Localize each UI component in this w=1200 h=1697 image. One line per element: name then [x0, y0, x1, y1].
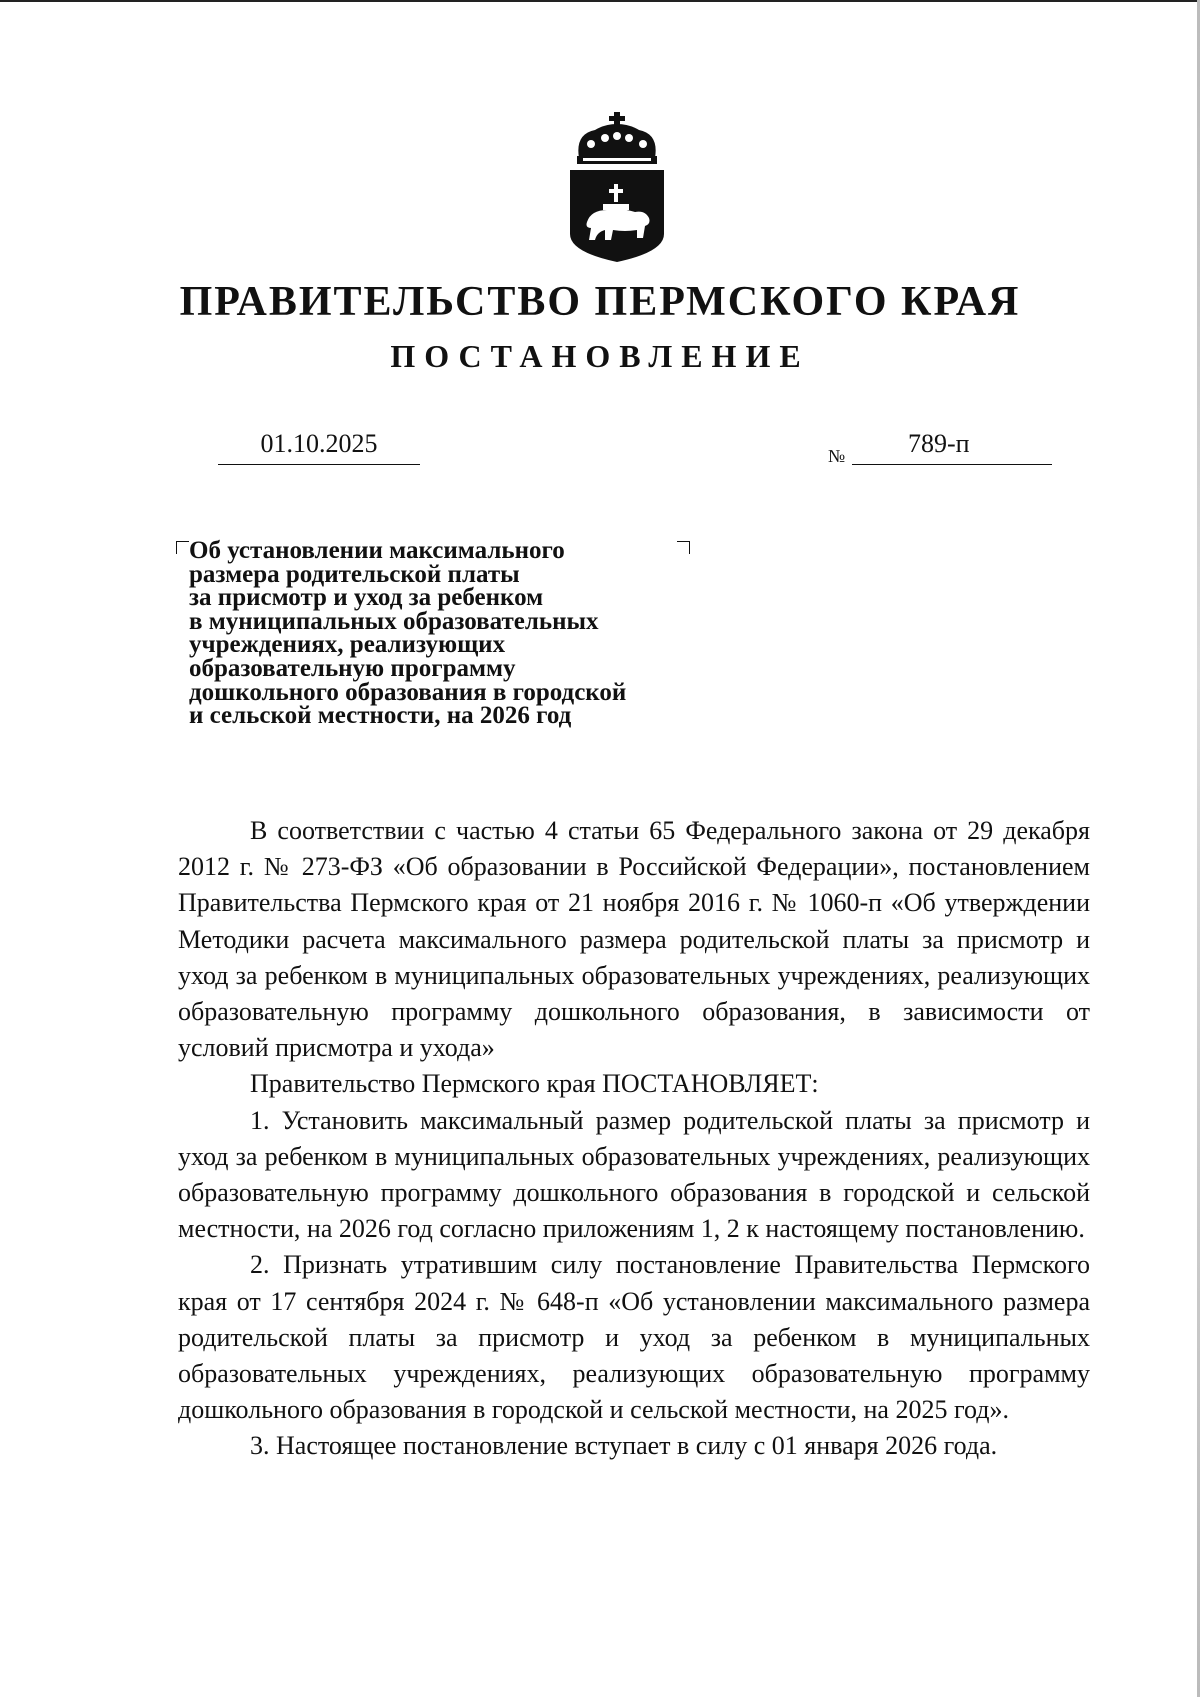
document-type-title: ПОСТАНОВЛЕНИЕ [390, 338, 810, 374]
document-body [178, 813, 1090, 1465]
document-number: 789-п [908, 429, 970, 458]
subject-corner-mark-left [176, 541, 189, 554]
subject-line: за присмотр и уход за ребенком [189, 584, 544, 612]
number-sign: № [828, 446, 846, 466]
scan-top-edge [0, 0, 1200, 2]
document-subject [189, 539, 709, 728]
government-title: ПРАВИТЕЛЬСТВО ПЕРМСКОГО КРАЯ [179, 279, 1021, 325]
document-number-field [852, 424, 1052, 465]
decree-item-1: 1. Установить максимальный размер родительской платы за присмотр и уход за ребенком в муниципальных образовательных учреждениях, реализующих образовательную программу дошкольного образования в городской и сельской местности, на 2026 год согласно приложениям 1, 2 к настоящему постановлению. [178, 1105, 1090, 1244]
subject-line: учреждениях, реализующих [189, 631, 506, 659]
subject-line: в муниципальных образовательных [189, 607, 599, 635]
subject-line: дошкольного образования в городской [189, 678, 627, 706]
subject-line: размера родительской платы [189, 560, 520, 588]
decree-item-3: 3. Настоящее постановление вступает в силу с 01 января 2026 года. [250, 1431, 998, 1461]
subject-line: и сельской местности, на 2026 год [189, 702, 572, 730]
document-date: 01.10.2025 [218, 424, 420, 465]
subject-line: образовательную программу [189, 654, 516, 682]
perm-krai-coat-of-arms-icon [565, 112, 669, 262]
decree-intro: Правительство Пермского края ПОСТАНОВЛЯЕТ: [250, 1069, 819, 1099]
subject-line: Об установлении максимального [189, 537, 565, 564]
preamble-paragraph: В соответствии с частью 4 статьи 65 Федерального закона от 29 декабря 2012 г. № 273-ФЗ «Об образовании в Российской Федерации», постановлением Правительства Пермского края от 21 ноября 2016 г. № 1060-п «Об утверждении Методики расчета максимального размера родительской платы за присмотр и уход за ребенком в муниципальных образовательных учреждениях, реализующих образовательную программу дошкольного образования, в зависимости от условий присмотра и ухода» [178, 816, 1090, 1063]
decree-item-2: 2. Признать утратившим силу постановление Правительства Пермского края от 17 сентября 2024 г. № 648-п «Об установлении максимального размера родительской платы за присмотр и уход за ребенком в муниципальных образовательных учреждениях, реализующих образовательную программу дошкольного образования в городской и сельской местности, на 2025 год». [178, 1250, 1090, 1425]
